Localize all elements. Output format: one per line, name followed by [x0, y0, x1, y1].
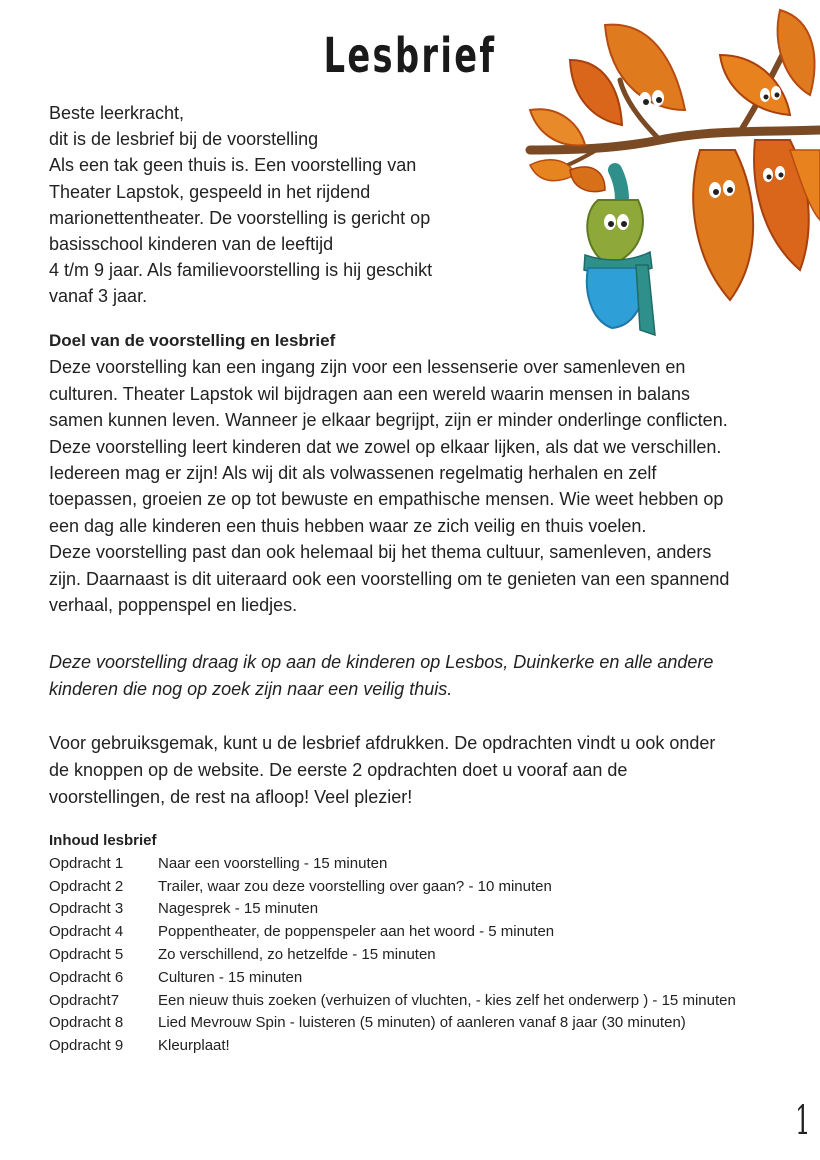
table-of-contents [49, 830, 809, 1058]
toc-item-number: Opdracht 5 [49, 945, 124, 963]
toc-item-description: Poppentheater, de poppenspeler aan het woord - 5 minuten [158, 923, 555, 941]
page-number: 1 [795, 1098, 811, 1144]
toc-item [49, 1035, 809, 1058]
toc-heading: Inhoud lesbrief [49, 832, 157, 849]
usage-line: de knoppen op de website. De eerste 2 opdrachten doet u vooraf aan de [49, 760, 628, 780]
toc-item [49, 990, 809, 1013]
toc-item-number: Opdracht 4 [49, 923, 124, 941]
dedication-line: kinderen die nog op zoek zijn naar een veilig thuis. [49, 678, 453, 699]
toc-item [49, 944, 809, 967]
body-line: verhaal, poppenspel en liedjes. [49, 595, 298, 616]
dedication-paragraph [49, 649, 789, 702]
intro-line: Als een tak geen thuis is. Een voorstelling van [49, 155, 417, 176]
body-line: Iedereen mag er zijn! Als wij dit als volwassenen regelmatig herhalen en zelf [49, 463, 657, 484]
toc-item-description: Zo verschillend, zo hetzelfde - 15 minuten [158, 945, 436, 963]
doel-section [49, 328, 789, 618]
toc-item [49, 898, 809, 921]
intro-line: Beste leerkracht, [49, 103, 185, 123]
toc-item-number: Opdracht 1 [49, 854, 124, 872]
body-line: samen kunnen leven. Wanneer je elkaar begrijpt, zijn er minder onderlinge conflicten. [49, 410, 728, 431]
toc-item [49, 967, 809, 990]
toc-item-number: Opdracht7 [49, 991, 120, 1009]
intro-line: marionettentheater. De voorstelling is gericht op [49, 207, 431, 228]
intro-line: dit is de lesbrief bij de voorstelling [49, 129, 319, 150]
body-line: een dag alle kinderen een thuis hebben waar ze zich veilig en thuis voelen. [49, 515, 647, 536]
toc-item-description: Culturen - 15 minuten [158, 968, 303, 986]
body-line: Deze voorstelling past dan ook helemaal bij het thema cultuur, samenleven, anders [49, 542, 712, 563]
toc-item-number: Opdracht 8 [49, 1014, 124, 1032]
toc-item-number: Opdracht 2 [49, 877, 124, 895]
toc-item-description: Een nieuw thuis zoeken (verhuizen of vluchten, - kies zelf het onderwerp ) - 15 minuten [158, 991, 736, 1009]
toc-item [49, 876, 809, 899]
intro-line: Theater Lapstok, gespeeld in het rijdend [49, 181, 371, 202]
intro-line: 4 t/m 9 jaar. Als familievoorstelling is hij geschikt [49, 260, 433, 281]
body-line: toepassen, groeien ze op tot bewuste en empathische mensen. Wie weet hebben op [49, 489, 724, 510]
usage-line: voorstellingen, de rest na afloop! Veel plezier! [49, 787, 413, 807]
body-line: culturen. Theater Lapstok wil bijdragen aan een wereld waarin mensen in balans [49, 383, 691, 404]
intro-line: vanaf 3 jaar. [49, 286, 148, 307]
intro-paragraph [49, 100, 489, 310]
page-title: Lesbrief [323, 28, 497, 84]
toc-item [49, 853, 809, 876]
toc-item [49, 921, 809, 944]
toc-item-description: Nagesprek - 15 minuten [158, 900, 319, 918]
usage-paragraph [49, 730, 789, 811]
body-line: Deze voorstelling leert kinderen dat we zowel op elkaar lijken, als dat we verschillen. [49, 436, 722, 457]
body-line: Deze voorstelling kan een ingang zijn voor een lessenserie over samenleven en [49, 357, 686, 378]
usage-line: Voor gebruiksgemak, kunt u de lesbrief afdrukken. De opdrachten vindt u ook onder [49, 733, 716, 753]
toc-item-number: Opdracht 9 [49, 1037, 124, 1055]
intro-line: basisschool kinderen van de leeftijd [49, 234, 334, 255]
toc-item [49, 1012, 809, 1035]
section-heading: Doel van de voorstelling en lesbrief [49, 331, 336, 350]
toc-item-description: Naar een voorstelling - 15 minuten [158, 854, 388, 872]
toc-item-description: Lied Mevrouw Spin - luisteren (5 minuten) of aanleren vanaf 8 jaar (30 minuten) [158, 1014, 686, 1032]
toc-item-description: Kleurplaat! [158, 1037, 230, 1055]
dedication-line: Deze voorstelling draag ik op aan de kinderen op Lesbos, Duinkerke en alle andere [49, 652, 714, 672]
body-line: zijn. Daarnaast is dit uiteraard ook een voorstelling om te genieten van een spannend [49, 568, 730, 589]
toc-item-number: Opdracht 3 [49, 900, 124, 918]
toc-item-description: Trailer, waar zou deze voorstelling over gaan? - 10 minuten [158, 877, 552, 895]
autumn-branch-puppet-illustration [510, 0, 820, 360]
toc-item-number: Opdracht 6 [49, 968, 124, 986]
